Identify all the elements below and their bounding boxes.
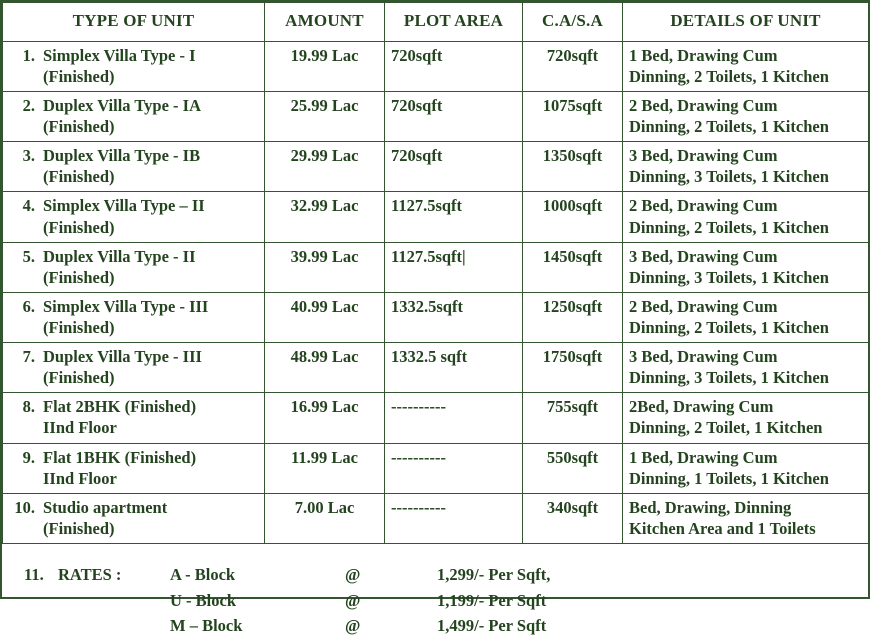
details-line-1: Bed, Drawing, Dinning [629, 497, 792, 517]
details-line-2: Dinning, 3 Toilets, 1 Kitchen [629, 368, 829, 388]
row-index: 6. [22, 296, 35, 316]
cell-ca-sa: 1750sqft [523, 343, 623, 393]
cell-amount: 48.99 Lac [265, 343, 385, 393]
cell-details [623, 91, 869, 141]
rate-at-symbol: @ [345, 590, 361, 610]
details-line-2: Dinning, 2 Toilets, 1 Kitchen [629, 117, 829, 137]
rates-row [24, 613, 868, 639]
rates-label: RATES : [58, 564, 122, 584]
cell-details [623, 343, 869, 393]
table-row [3, 242, 869, 292]
details-line-1: 2 Bed, Drawing Cum [629, 296, 778, 316]
cell-amount: 40.99 Lac [265, 292, 385, 342]
row-index: 5. [22, 246, 35, 266]
unit-type-name: Studio apartment [43, 497, 168, 517]
cell-details [623, 393, 869, 443]
cell-type-of-unit [3, 393, 265, 443]
details-line-2: Dinning, 2 Toilets, 1 Kitchen [629, 66, 829, 86]
cell-plot-area: 1127.5sqft| [385, 242, 523, 292]
details-line-1: 2 Bed, Drawing Cum [629, 95, 778, 115]
details-line-1: 3 Bed, Drawing Cum [629, 347, 778, 367]
cell-type-of-unit [3, 192, 265, 242]
cell-amount: 19.99 Lac [265, 41, 385, 91]
cell-details [623, 292, 869, 342]
cell-type-of-unit [3, 91, 265, 141]
rates-index: 11. [24, 564, 44, 584]
cell-ca-sa: 550sqft [523, 443, 623, 493]
cell-amount: 29.99 Lac [265, 142, 385, 192]
details-line-1: 2 Bed, Drawing Cum [629, 196, 778, 216]
rate-block-name: M – Block [170, 616, 243, 636]
rate-value: 1,499/- Per Sqft [437, 616, 547, 636]
details-line-2: Dinning, 3 Toilets, 1 Kitchen [629, 167, 829, 187]
table-row [3, 192, 869, 242]
rate-value: 1,299/- Per Sqft, [437, 564, 551, 584]
column-header-details: DETAILS OF UNIT [623, 3, 869, 42]
unit-type-name: Duplex Villa Type - III [43, 347, 202, 367]
details-line-1: 3 Bed, Drawing Cum [629, 146, 778, 166]
cell-type-of-unit [3, 443, 265, 493]
cell-ca-sa: 720sqft [523, 41, 623, 91]
unit-type-name: Simplex Villa Type - III [43, 296, 209, 316]
unit-type-name: Duplex Villa Type - II [43, 246, 196, 266]
cell-type-of-unit [3, 242, 265, 292]
cell-details [623, 192, 869, 242]
cell-details [623, 142, 869, 192]
cell-plot-area: ---------- [385, 443, 523, 493]
cell-ca-sa: 1450sqft [523, 242, 623, 292]
cell-plot-area: 1332.5sqft [385, 292, 523, 342]
rates-section [2, 562, 868, 639]
column-header-type: TYPE OF UNIT [3, 3, 265, 42]
cell-plot-area: 1127.5sqft [385, 192, 523, 242]
cell-details [623, 242, 869, 292]
cell-plot-area: 720sqft [385, 41, 523, 91]
table-row [3, 292, 869, 342]
details-line-2: Dinning, 3 Toilets, 1 Kitchen [629, 267, 829, 287]
details-line-1: 2Bed, Drawing Cum [629, 397, 774, 417]
column-header-ca-sa: C.A/S.A [523, 3, 623, 42]
cell-plot-area: 1332.5 sqft [385, 343, 523, 393]
unit-price-table [2, 2, 869, 544]
row-index: 1. [22, 45, 35, 65]
unit-type-sub: (Finished) [43, 317, 115, 337]
rate-block-name: U - Block [170, 590, 236, 610]
details-line-1: 3 Bed, Drawing Cum [629, 246, 778, 266]
unit-type-sub: (Finished) [43, 117, 115, 137]
cell-ca-sa: 1075sqft [523, 91, 623, 141]
rate-value: 1,199/- Per Sqft [437, 590, 547, 610]
details-line-2: Dinning, 2 Toilet, 1 Kitchen [629, 418, 823, 438]
unit-type-sub: IInd Floor [43, 418, 117, 438]
details-line-2: Kitchen Area and 1 Toilets [629, 518, 816, 538]
unit-type-sub: (Finished) [43, 66, 115, 86]
unit-type-sub: (Finished) [43, 368, 115, 388]
cell-ca-sa: 340sqft [523, 493, 623, 543]
unit-type-name: Simplex Villa Type - I [43, 45, 196, 65]
rates-row [24, 562, 868, 588]
table-header [3, 3, 869, 42]
table-row [3, 343, 869, 393]
table-header-row [3, 3, 869, 42]
table-row [3, 393, 869, 443]
rate-at-symbol: @ [345, 564, 361, 584]
table-row [3, 41, 869, 91]
table-body [3, 41, 869, 543]
row-index: 8. [22, 397, 35, 417]
table-row [3, 142, 869, 192]
unit-type-sub: IInd Floor [43, 468, 117, 488]
cell-details [623, 443, 869, 493]
cell-plot-area: 720sqft [385, 91, 523, 141]
unit-type-sub: (Finished) [43, 267, 115, 287]
cell-ca-sa: 1350sqft [523, 142, 623, 192]
row-index: 4. [22, 196, 35, 216]
cell-plot-area: ---------- [385, 493, 523, 543]
unit-type-name: Flat 2BHK (Finished) [43, 397, 197, 417]
table-row [3, 91, 869, 141]
cell-details [623, 493, 869, 543]
row-index: 2. [22, 95, 35, 115]
unit-type-name: Flat 1BHK (Finished) [43, 447, 197, 467]
details-line-1: 1 Bed, Drawing Cum [629, 45, 778, 65]
row-index: 10. [14, 497, 35, 517]
rates-row [24, 588, 868, 614]
cell-type-of-unit [3, 41, 265, 91]
cell-amount: 7.00 Lac [265, 493, 385, 543]
details-line-2: Dinning, 2 Toilets, 1 Kitchen [629, 217, 829, 237]
unit-type-name: Duplex Villa Type - IA [43, 95, 201, 115]
cell-ca-sa: 755sqft [523, 393, 623, 443]
cell-amount: 25.99 Lac [265, 91, 385, 141]
cell-type-of-unit [3, 142, 265, 192]
cell-type-of-unit [3, 343, 265, 393]
cell-details [623, 41, 869, 91]
cell-amount: 39.99 Lac [265, 242, 385, 292]
row-index: 3. [22, 146, 35, 166]
row-index: 9. [22, 447, 35, 467]
column-header-plot-area: PLOT AREA [385, 3, 523, 42]
details-line-2: Dinning, 1 Toilets, 1 Kitchen [629, 468, 829, 488]
cell-type-of-unit [3, 493, 265, 543]
cell-ca-sa: 1250sqft [523, 292, 623, 342]
unit-type-sub: (Finished) [43, 167, 115, 187]
cell-ca-sa: 1000sqft [523, 192, 623, 242]
row-index: 7. [22, 347, 35, 367]
unit-type-sub: (Finished) [43, 518, 115, 538]
details-line-2: Dinning, 2 Toilets, 1 Kitchen [629, 317, 829, 337]
cell-type-of-unit [3, 292, 265, 342]
cell-amount: 16.99 Lac [265, 393, 385, 443]
table-row [3, 493, 869, 543]
unit-type-name: Simplex Villa Type – II [43, 196, 205, 216]
details-line-1: 1 Bed, Drawing Cum [629, 447, 778, 467]
unit-type-sub: (Finished) [43, 217, 115, 237]
rate-block-name: A - Block [170, 564, 236, 584]
cell-amount: 32.99 Lac [265, 192, 385, 242]
cell-plot-area: ---------- [385, 393, 523, 443]
unit-type-name: Duplex Villa Type - IB [43, 146, 201, 166]
rate-at-symbol: @ [345, 616, 361, 636]
table-row [3, 443, 869, 493]
cell-amount: 11.99 Lac [265, 443, 385, 493]
column-header-amount: AMOUNT [265, 3, 385, 42]
cell-plot-area: 720sqft [385, 142, 523, 192]
